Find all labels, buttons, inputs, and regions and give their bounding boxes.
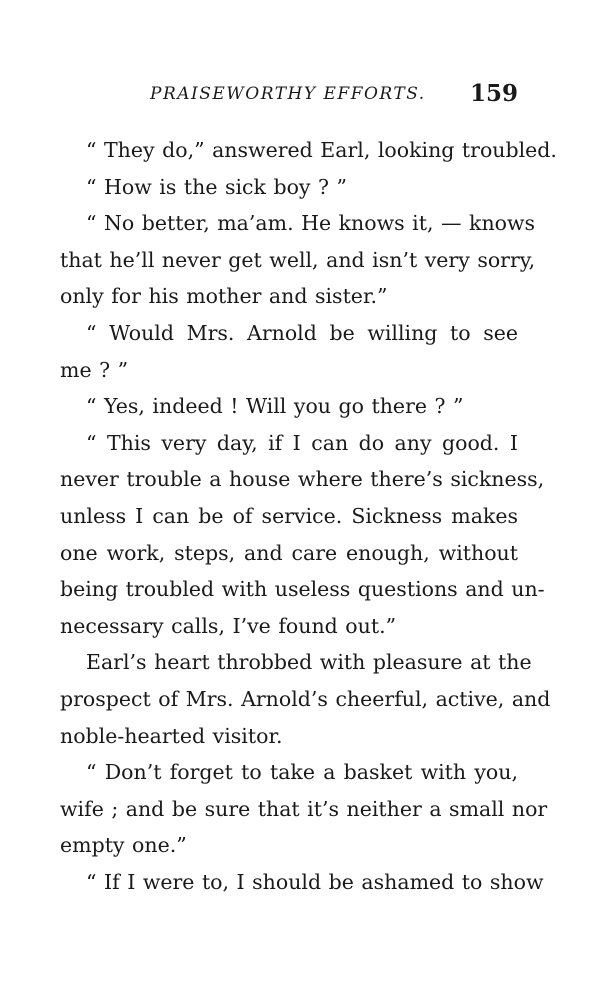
text-line: noble-hearted visitor. bbox=[60, 723, 283, 748]
text-line: wife ; and be sure that it’s neither a small nor bbox=[60, 796, 548, 821]
text-line: never trouble a house where there’s sickness, bbox=[60, 467, 545, 492]
text-line: “ This very day, if I can do any good. I bbox=[86, 430, 518, 455]
text-line: “ If I were to, I should be ashamed to show bbox=[86, 869, 544, 894]
page-number: 159 bbox=[469, 80, 518, 107]
text-line: one work, steps, and care enough, without bbox=[60, 540, 518, 565]
text-line: necessary calls, I’ve found out.” bbox=[60, 613, 397, 638]
text-line: “ They do,” answered Earl, looking troubled. bbox=[86, 138, 557, 162]
text-line: “ Yes, indeed ! Will you go there ? ” bbox=[86, 394, 464, 419]
running-title: PRAISEWORTHY EFFORTS. bbox=[150, 84, 426, 104]
text-line: “ No better, ma’am. He knows it, — knows bbox=[86, 211, 536, 236]
text-line: Earl’s heart throbbed with pleasure at the bbox=[86, 650, 532, 675]
text-line: that he’ll never get well, and isn’t very sorry, bbox=[60, 247, 536, 272]
text-line: “ Don’t forget to take a basket with you, bbox=[86, 760, 518, 785]
text-line: empty one.” bbox=[60, 833, 187, 858]
text-line: “ How is the sick boy ? ” bbox=[86, 174, 348, 199]
text-line: only for his mother and sister.” bbox=[60, 284, 388, 309]
text-line: unless I can be of service. Sickness makes bbox=[60, 503, 518, 528]
text-line: prospect of Mrs. Arnold’s cheerful, active, and bbox=[60, 686, 551, 711]
text-line: being troubled with useless questions and un- bbox=[60, 577, 545, 602]
text-line: “ Would Mrs. Arnold be willing to see bbox=[86, 320, 518, 345]
body-text bbox=[60, 132, 557, 900]
page-header bbox=[60, 80, 518, 110]
text-line: me ? ” bbox=[60, 357, 129, 382]
